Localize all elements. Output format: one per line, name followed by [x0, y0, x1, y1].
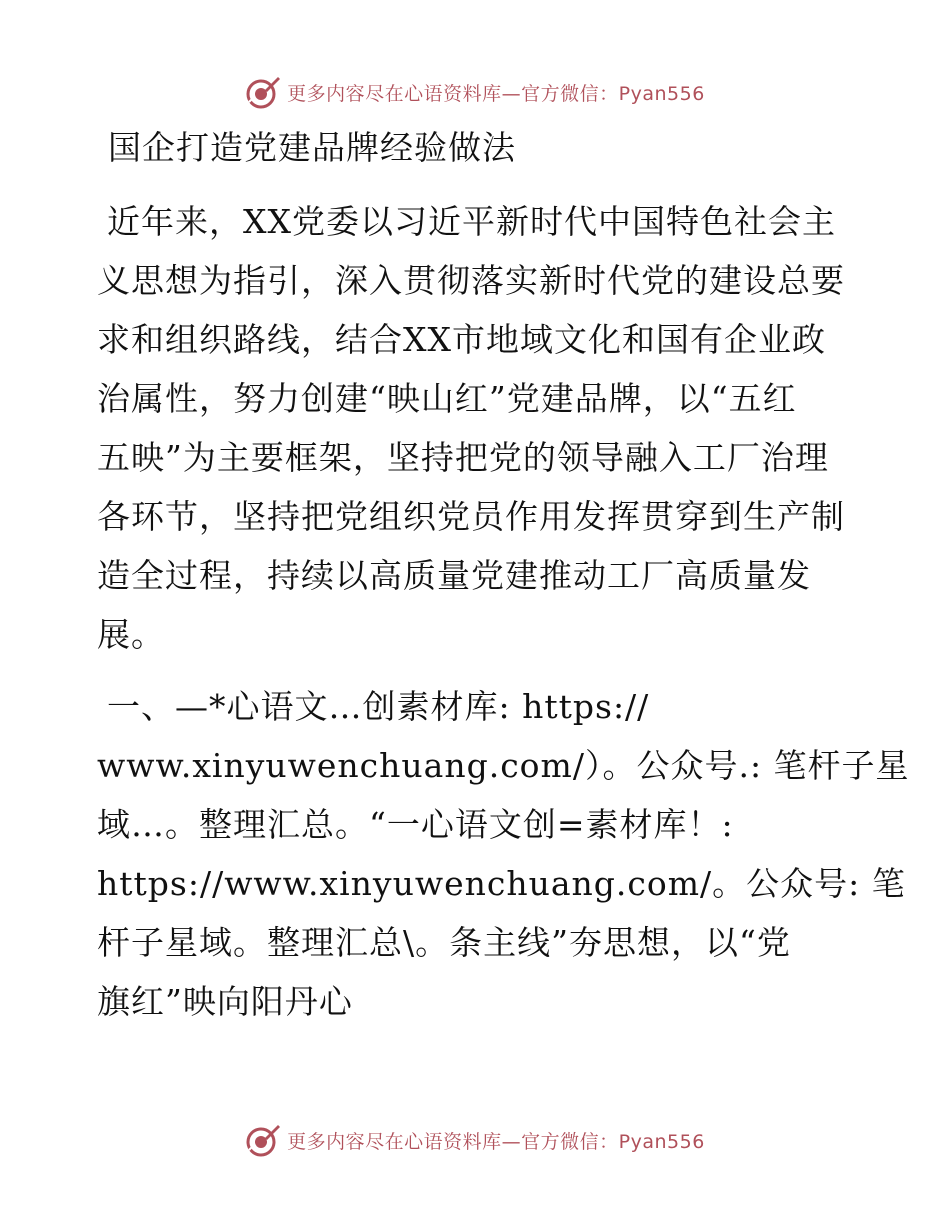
- watermark-text: 更多内容尽在心语资料库—官方微信：Pyan556: [287, 1130, 705, 1153]
- text-line: 域…。整理汇总。“一心语文创=素材库！:: [97, 805, 734, 844]
- text-line: 各环节，坚持把党组织党员作用发挥贯穿到生产制: [97, 497, 845, 536]
- text-line: 旗红”映向阳丹心: [97, 982, 353, 1021]
- text-line: 治属性，努力创建“映山红”党建品牌，以“五红: [97, 379, 797, 418]
- text-line: 义思想为指引，深入贯彻落实新时代党的建设总要: [97, 261, 845, 300]
- text-line: www.xinyuwenchuang.com/）。公众号.: 笔杆子星: [97, 746, 910, 785]
- text-line: 造全过程，持续以高质量党建推动工厂高质量发: [97, 556, 811, 595]
- document-title: 国企打造党建品牌经验做法: [108, 128, 516, 167]
- text-line: 求和组织路线，结合XX市地域文化和国有企业政: [97, 320, 826, 359]
- text-line: 五映”为主要框架，坚持把党的领导融入工厂治理: [97, 438, 829, 477]
- text-line: 杆子星域。整理汇总\。条主线”夯思想，以“党: [97, 923, 791, 962]
- text-line: 一、—*心语文…创素材库: https://: [107, 687, 650, 726]
- header-watermark: [0, 72, 950, 112]
- body-paragraph-2: [97, 677, 910, 1031]
- text-line: https://www.xinyuwenchuang.com/。公众号: 笔: [97, 864, 906, 903]
- body-paragraph-1: [97, 192, 857, 664]
- pen-logo-icon: [245, 74, 281, 110]
- watermark-text: 更多内容尽在心语资料库—官方微信：Pyan556: [287, 82, 705, 105]
- text-line: 展。: [97, 615, 165, 654]
- footer-watermark: [0, 1120, 950, 1160]
- text-line: 近年来，XX党委以习近平新时代中国特色社会主: [107, 202, 836, 241]
- pen-logo-icon: [245, 1122, 281, 1158]
